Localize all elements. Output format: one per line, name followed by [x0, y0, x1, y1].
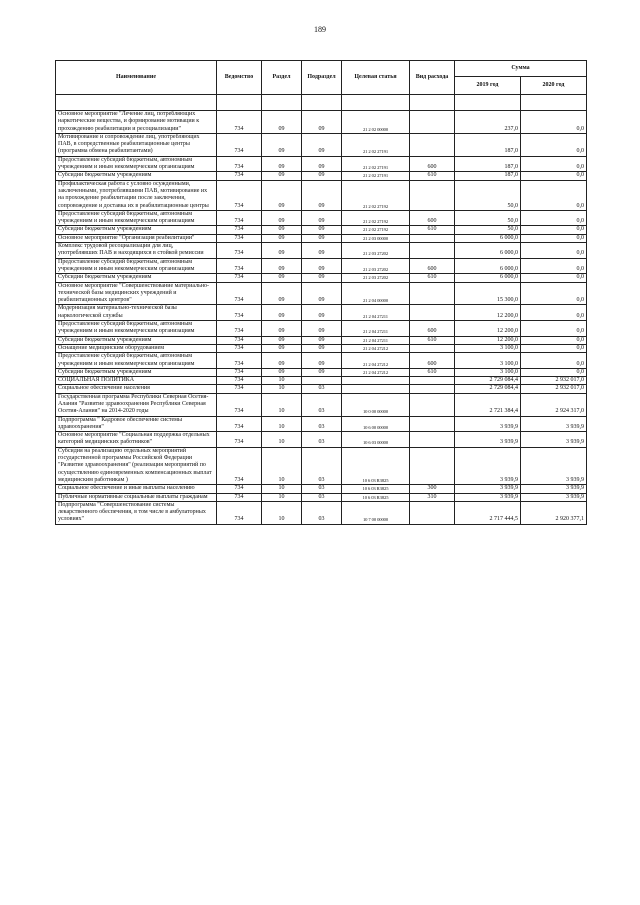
row-subsection: 09: [302, 226, 342, 234]
row-sum-2020: 2 920 377,1: [521, 501, 587, 524]
spacer-cell: [455, 95, 521, 111]
row-name: Подпрограмма " Кадровое обеспечение системы здравоохранения": [56, 416, 217, 432]
table-row: [56, 447, 587, 484]
row-sum-2019: 187,0: [455, 172, 521, 180]
row-sum-2019: 3 100,0: [455, 353, 521, 369]
row-expense-type: 610: [410, 336, 455, 344]
row-target-article: 21 2 03 27202: [342, 243, 410, 259]
row-section: 10: [262, 447, 302, 484]
row-ministry: 734: [217, 321, 262, 337]
row-ministry: 734: [217, 493, 262, 501]
row-sum-2019: 3 939,9: [455, 447, 521, 484]
row-section: 10: [262, 485, 302, 493]
row-sum-2020: 0,0: [521, 353, 587, 369]
row-expense-type: 300: [410, 485, 455, 493]
row-sum-2020: 0,0: [521, 321, 587, 337]
table-row: [56, 133, 587, 156]
row-sum-2020: 0,0: [521, 226, 587, 234]
row-sum-2019: 2 729 084,4: [455, 377, 521, 385]
row-target-article: 21 2 04 27212: [342, 344, 410, 352]
row-sum-2019: 6 000,0: [455, 258, 521, 274]
table-row: [56, 485, 587, 493]
row-target-article: 21 2 02 27191: [342, 172, 410, 180]
table-row: [56, 385, 587, 393]
row-section: 09: [262, 368, 302, 376]
row-sum-2019: 237,0: [455, 111, 521, 134]
row-sum-2019: 12 200,0: [455, 305, 521, 321]
row-subsection: 09: [302, 368, 342, 376]
row-target-article: 21 2 04 27212: [342, 353, 410, 369]
row-ministry: 734: [217, 344, 262, 352]
row-subsection: 03: [302, 385, 342, 393]
row-subsection: 09: [302, 180, 342, 210]
row-ministry: 734: [217, 432, 262, 448]
spacer-cell: [410, 95, 455, 111]
row-subsection: 09: [302, 336, 342, 344]
row-ministry: 734: [217, 282, 262, 305]
row-ministry: 734: [217, 210, 262, 226]
row-sum-2020: 0,0: [521, 258, 587, 274]
row-name: Социальное обеспечение и иные выплаты населению: [56, 485, 217, 493]
row-section: 09: [262, 156, 302, 172]
row-section: 09: [262, 353, 302, 369]
row-sum-2019: 2 717 444,5: [455, 501, 521, 524]
row-target-article: 21 2 02 27192: [342, 210, 410, 226]
row-expense-type: [410, 133, 455, 156]
row-sum-2020: 2 932 017,0: [521, 385, 587, 393]
row-target-article: 10 6 03 00000: [342, 432, 410, 448]
row-name: Основное мероприятие "Лечение лиц, потребляющих наркотические вещества, и формирование мотивации к прохождению реабилитации и ресоциализации": [56, 111, 217, 134]
row-name: Субсидии бюджетным учреждениям: [56, 226, 217, 234]
row-name: Профилактическая работа с условно осужденными, заключенными, употреблявшими ПАВ, мотивирование их на прохождение реабилитации после заключения, сопровождение и доставка их в реабилитационные центры: [56, 180, 217, 210]
row-sum-2020: 0,0: [521, 133, 587, 156]
row-name: Субсидии бюджетным учреждениям: [56, 274, 217, 282]
row-subsection: 03: [302, 393, 342, 416]
row-subsection: 03: [302, 432, 342, 448]
row-expense-type: [410, 385, 455, 393]
row-sum-2019: 50,0: [455, 180, 521, 210]
table-row: [56, 180, 587, 210]
row-ministry: 734: [217, 501, 262, 524]
row-subsection: 09: [302, 210, 342, 226]
row-subsection: 09: [302, 172, 342, 180]
row-name: Публичные нормативные социальные выплаты гражданам: [56, 493, 217, 501]
row-section: 10: [262, 493, 302, 501]
row-expense-type: [410, 305, 455, 321]
table-row: [56, 432, 587, 448]
row-sum-2019: 2 729 084,4: [455, 385, 521, 393]
row-sum-2019: 3 939,9: [455, 493, 521, 501]
row-sum-2020: 3 939,9: [521, 493, 587, 501]
row-name: Подпрограмма "Совершенствование системы лекарственного обеспечения, в том числе в амбулаторных условиях": [56, 501, 217, 524]
row-expense-type: [410, 501, 455, 524]
row-expense-type: [410, 111, 455, 134]
row-ministry: 734: [217, 180, 262, 210]
row-name: Субсидия на реализацию отдельных мероприятий государственной программы Российской Федерации "Развитие здравоохранения" (реализация мероприятий по осуществлению единовременных компенсационных выплат медицинским работникам ): [56, 447, 217, 484]
row-subsection: 03: [302, 447, 342, 484]
row-expense-type: [410, 243, 455, 259]
row-target-article: [342, 385, 410, 393]
header-2020: 2020 год: [521, 77, 587, 95]
row-target-article: 21 2 02 00000: [342, 111, 410, 134]
row-sum-2019: 2 721 384,4: [455, 393, 521, 416]
row-sum-2020: 2 932 017,0: [521, 377, 587, 385]
row-sum-2019: 50,0: [455, 226, 521, 234]
row-ministry: 734: [217, 416, 262, 432]
row-target-article: 21 2 04 27211: [342, 321, 410, 337]
row-name: Комплекс трудовой ресоциализации для лиц, употреблявших ПАВ и находящихся в стойкой ремиссии: [56, 243, 217, 259]
spacer-cell: [262, 95, 302, 111]
row-section: 10: [262, 416, 302, 432]
header-sum: Сумма: [455, 61, 587, 77]
row-sum-2019: 187,0: [455, 156, 521, 172]
row-section: 09: [262, 180, 302, 210]
row-target-article: 10 6 03 R3825: [342, 485, 410, 493]
row-sum-2019: 6 000,0: [455, 274, 521, 282]
header-subsection: Подраздел: [302, 61, 342, 95]
row-ministry: 734: [217, 133, 262, 156]
row-sum-2020: 3 939,9: [521, 447, 587, 484]
row-expense-type: [410, 234, 455, 242]
row-target-article: 21 2 04 27211: [342, 336, 410, 344]
row-sum-2020: 0,0: [521, 234, 587, 242]
row-subsection: 09: [302, 258, 342, 274]
row-name: Мотивирование и сопровождение лиц, употребляющих ПАВ, в сопредственные реабилитационные центры (программа обмена реабилитантами): [56, 133, 217, 156]
row-expense-type: 600: [410, 353, 455, 369]
row-ministry: 734: [217, 226, 262, 234]
row-ministry: 734: [217, 305, 262, 321]
row-expense-type: [410, 282, 455, 305]
row-sum-2019: 6 000,0: [455, 243, 521, 259]
row-ministry: 734: [217, 353, 262, 369]
row-name: Предоставление субсидий бюджетным, автономным учреждениям и иным некоммерческим организациям: [56, 353, 217, 369]
row-sum-2020: 0,0: [521, 172, 587, 180]
row-sum-2019: 12 200,0: [455, 336, 521, 344]
row-name: Основное мероприятие "Организация реабилитации": [56, 234, 217, 242]
row-expense-type: [410, 180, 455, 210]
table-row: [56, 336, 587, 344]
row-section: 09: [262, 258, 302, 274]
spacer-cell: [302, 95, 342, 111]
row-sum-2020: 0,0: [521, 243, 587, 259]
row-sum-2020: 2 924 317,0: [521, 393, 587, 416]
row-sum-2020: 0,0: [521, 274, 587, 282]
row-ministry: 734: [217, 485, 262, 493]
table-row: [56, 353, 587, 369]
row-name: Государственная программа Республики Северная Осетия-Алания "Развитие здравоохранения Республики Северная Осетия-Алания" на 2014-2020 годы: [56, 393, 217, 416]
row-name: Основное мероприятие "Совершенствование материально-технической базы медицинских учреждений и реабилитационных центров": [56, 282, 217, 305]
row-expense-type: 310: [410, 493, 455, 501]
row-name: Предоставление субсидий бюджетным, автономным учреждениям и иным некоммерческим организациям: [56, 210, 217, 226]
table-row: [56, 258, 587, 274]
table-row: [56, 172, 587, 180]
row-sum-2019: 3 100,0: [455, 368, 521, 376]
row-expense-type: [410, 447, 455, 484]
row-name: Социальное обеспечение населения: [56, 385, 217, 393]
row-subsection: 09: [302, 344, 342, 352]
row-section: 09: [262, 133, 302, 156]
row-target-article: 21 2 02 27191: [342, 133, 410, 156]
table-row: [56, 226, 587, 234]
row-subsection: 09: [302, 156, 342, 172]
row-section: 09: [262, 344, 302, 352]
row-sum-2020: 0,0: [521, 344, 587, 352]
row-sum-2019: 12 200,0: [455, 321, 521, 337]
row-ministry: 734: [217, 336, 262, 344]
row-subsection: 09: [302, 274, 342, 282]
table-row: [56, 501, 587, 524]
row-name: Основное мероприятие "Социальная поддержка отдельных категорий медицинских работников": [56, 432, 217, 448]
row-subsection: 09: [302, 305, 342, 321]
row-name: Субсидии бюджетным учреждениям: [56, 336, 217, 344]
row-ministry: 734: [217, 385, 262, 393]
row-name: Предоставление субсидий бюджетным, автономным учреждениям и иным некоммерческим организациям: [56, 258, 217, 274]
row-ministry: 734: [217, 368, 262, 376]
row-sum-2019: 3 100,0: [455, 344, 521, 352]
budget-table: [55, 60, 587, 525]
table-row: [56, 305, 587, 321]
row-target-article: 10 6 03 R3825: [342, 447, 410, 484]
row-expense-type: [410, 416, 455, 432]
row-sum-2019: 3 939,9: [455, 432, 521, 448]
table-row: [56, 274, 587, 282]
spacer-cell: [217, 95, 262, 111]
row-sum-2020: 3 939,9: [521, 432, 587, 448]
row-ministry: 734: [217, 447, 262, 484]
table-row: [56, 368, 587, 376]
header-2019: 2019 год: [455, 77, 521, 95]
row-sum-2020: 0,0: [521, 282, 587, 305]
row-subsection: 03: [302, 501, 342, 524]
row-target-article: 21 2 02 27192: [342, 226, 410, 234]
row-target-article: 21 2 02 27191: [342, 156, 410, 172]
row-expense-type: 610: [410, 172, 455, 180]
row-sum-2020: 0,0: [521, 336, 587, 344]
row-ministry: 734: [217, 377, 262, 385]
row-target-article: 21 2 04 27212: [342, 368, 410, 376]
row-ministry: 734: [217, 172, 262, 180]
row-sum-2020: 0,0: [521, 210, 587, 226]
row-section: 09: [262, 305, 302, 321]
header-ministry: Ведомство: [217, 61, 262, 95]
row-section: 09: [262, 111, 302, 134]
row-sum-2019: 187,0: [455, 133, 521, 156]
row-section: 10: [262, 385, 302, 393]
row-target-article: 21 2 03 00000: [342, 234, 410, 242]
row-expense-type: 600: [410, 210, 455, 226]
row-expense-type: 610: [410, 368, 455, 376]
row-ministry: 734: [217, 234, 262, 242]
row-target-article: [342, 377, 410, 385]
row-subsection: 09: [302, 133, 342, 156]
row-name: Субсидии бюджетным учреждениям: [56, 368, 217, 376]
row-sum-2019: 6 000,0: [455, 234, 521, 242]
row-expense-type: 600: [410, 258, 455, 274]
row-expense-type: [410, 344, 455, 352]
header-section: Раздел: [262, 61, 302, 95]
row-sum-2019: 3 939,9: [455, 485, 521, 493]
row-subsection: 09: [302, 243, 342, 259]
row-expense-type: 600: [410, 156, 455, 172]
row-sum-2019: 15 300,0: [455, 282, 521, 305]
table-row: [56, 282, 587, 305]
row-expense-type: [410, 377, 455, 385]
row-name: СОЦИАЛЬНАЯ ПОЛИТИКА: [56, 377, 217, 385]
row-section: 10: [262, 501, 302, 524]
table-row: [56, 393, 587, 416]
table-row: [56, 156, 587, 172]
table-row: [56, 234, 587, 242]
row-expense-type: 610: [410, 226, 455, 234]
row-sum-2020: 0,0: [521, 111, 587, 134]
row-name: Предоставление субсидий бюджетным, автономным учреждениям и иным некоммерческим организациям: [56, 321, 217, 337]
row-name: Оснащение медицинским оборудованием: [56, 344, 217, 352]
table-row: [56, 243, 587, 259]
table-body: [56, 111, 587, 525]
header-name: Наименование: [56, 61, 217, 95]
row-subsection: 09: [302, 353, 342, 369]
row-expense-type: 610: [410, 274, 455, 282]
row-expense-type: [410, 432, 455, 448]
spacer-cell: [342, 95, 410, 111]
row-subsection: 03: [302, 493, 342, 501]
row-ministry: 734: [217, 156, 262, 172]
row-sum-2019: 3 939,9: [455, 416, 521, 432]
row-subsection: 03: [302, 416, 342, 432]
table-row: [56, 377, 587, 385]
row-subsection: 03: [302, 485, 342, 493]
row-ministry: 734: [217, 393, 262, 416]
row-sum-2019: 50,0: [455, 210, 521, 226]
table-row: [56, 111, 587, 134]
spacer-cell: [521, 95, 587, 111]
row-target-article: 10 7 00 00000: [342, 501, 410, 524]
row-subsection: 09: [302, 234, 342, 242]
page-number: 189: [314, 25, 326, 34]
header-expense-type: Вид расхода: [410, 61, 455, 95]
row-section: 09: [262, 336, 302, 344]
row-section: 09: [262, 321, 302, 337]
row-section: 09: [262, 282, 302, 305]
row-section: 10: [262, 432, 302, 448]
row-section: 09: [262, 243, 302, 259]
row-subsection: [302, 377, 342, 385]
row-expense-type: [410, 393, 455, 416]
table-row: [56, 416, 587, 432]
row-name: Модернизация материально-технической базы наркологической службы: [56, 305, 217, 321]
row-ministry: 734: [217, 111, 262, 134]
row-name: Предоставление субсидий бюджетным, автономным учреждениям и иным некоммерческим организациям: [56, 156, 217, 172]
row-section: 10: [262, 393, 302, 416]
row-ministry: 734: [217, 274, 262, 282]
row-ministry: 734: [217, 258, 262, 274]
row-section: 09: [262, 210, 302, 226]
row-name: Субсидии бюджетным учреждениям: [56, 172, 217, 180]
row-sum-2020: 3 939,9: [521, 416, 587, 432]
row-ministry: 734: [217, 243, 262, 259]
row-section: 09: [262, 172, 302, 180]
row-subsection: 09: [302, 321, 342, 337]
row-target-article: 21 2 04 00000: [342, 282, 410, 305]
row-sum-2020: 0,0: [521, 156, 587, 172]
header-target-article: Целевая статья: [342, 61, 410, 95]
row-target-article: 21 2 04 27211: [342, 305, 410, 321]
row-section: 09: [262, 234, 302, 242]
row-target-article: 10 6 03 R3825: [342, 493, 410, 501]
table-row: [56, 210, 587, 226]
spacer-cell: [56, 95, 217, 111]
table-row: [56, 344, 587, 352]
row-section: 09: [262, 274, 302, 282]
row-sum-2020: 0,0: [521, 180, 587, 210]
row-sum-2020: 0,0: [521, 368, 587, 376]
row-target-article: 21 2 02 27192: [342, 180, 410, 210]
row-subsection: 09: [302, 111, 342, 134]
row-target-article: 10 6 00 00000: [342, 416, 410, 432]
row-target-article: 10 0 00 00000: [342, 393, 410, 416]
row-subsection: 09: [302, 282, 342, 305]
row-sum-2020: 3 939,9: [521, 485, 587, 493]
row-target-article: 21 2 03 27202: [342, 274, 410, 282]
row-section: 10: [262, 377, 302, 385]
row-target-article: 21 2 03 27202: [342, 258, 410, 274]
row-expense-type: 600: [410, 321, 455, 337]
row-sum-2020: 0,0: [521, 305, 587, 321]
table-row: [56, 321, 587, 337]
row-section: 09: [262, 226, 302, 234]
table-row: [56, 493, 587, 501]
